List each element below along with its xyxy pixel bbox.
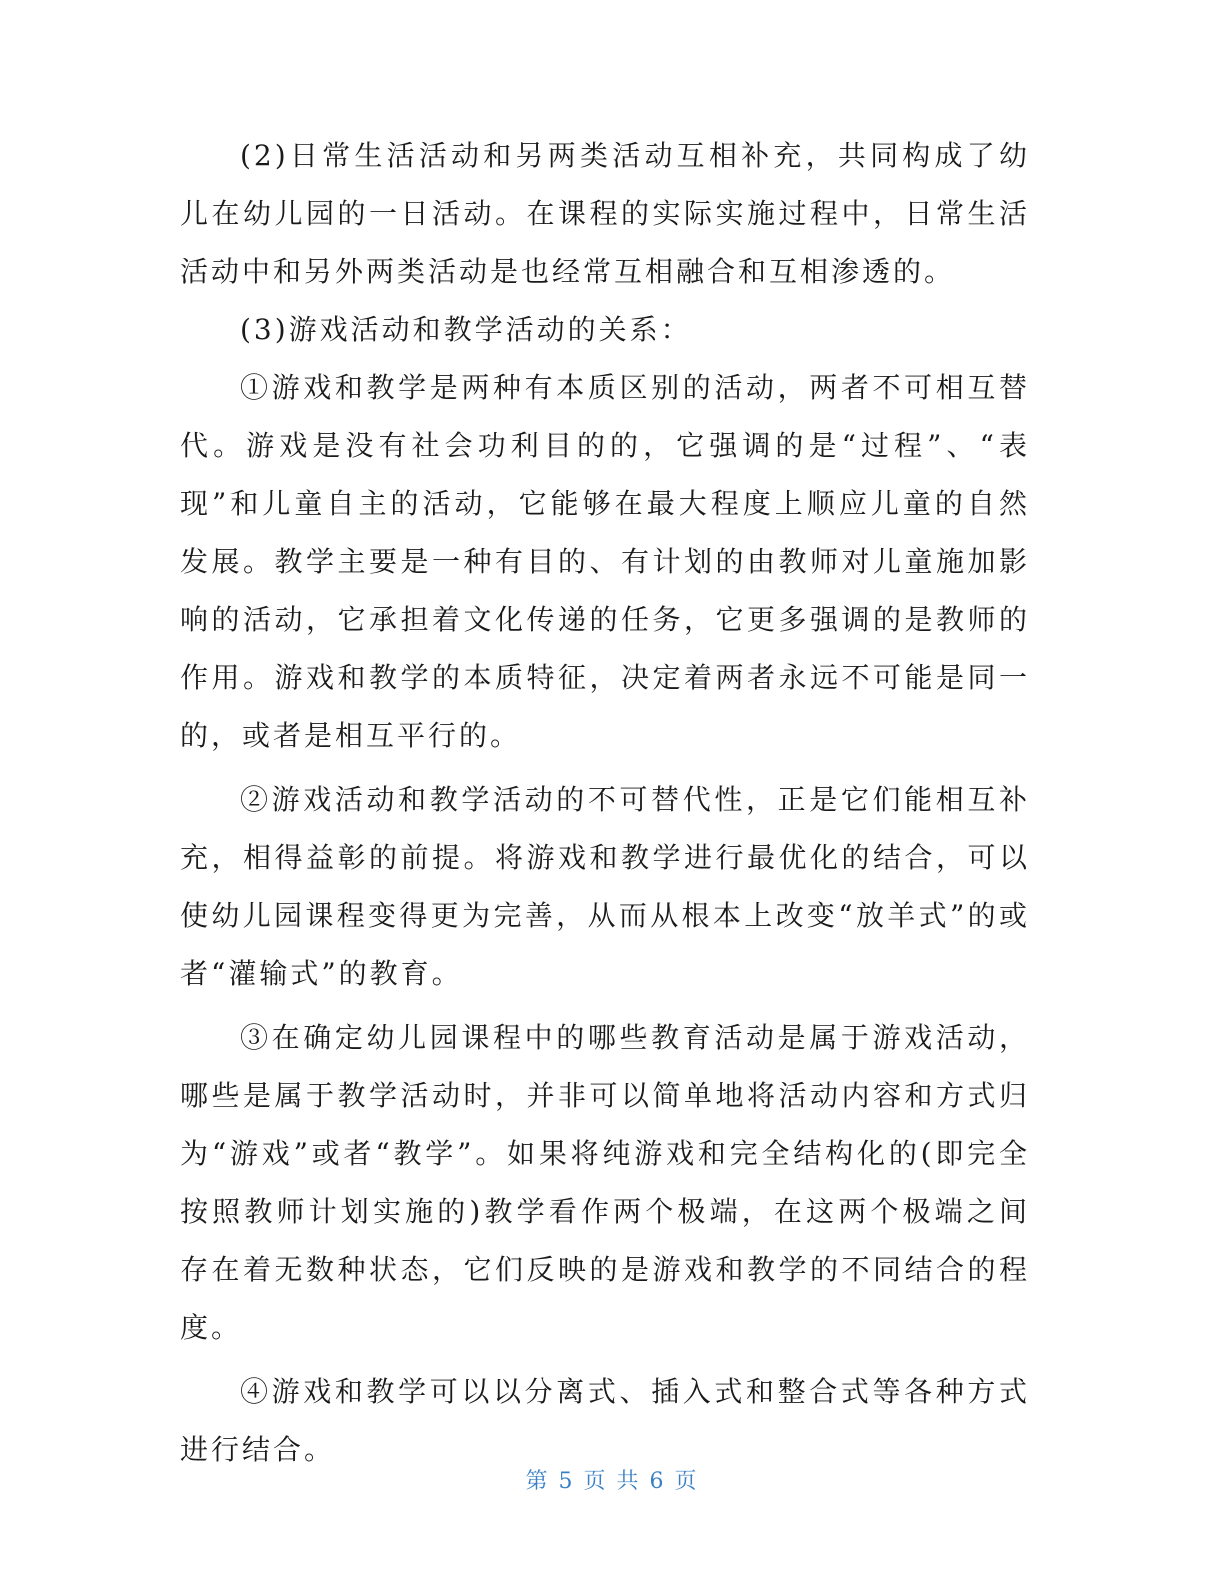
paragraph-relation-heading: (3)游戏活动和教学活动的关系：: [240, 313, 692, 346]
page-number-footer: 第 5 页 共 6 页: [525, 1469, 699, 1494]
paragraph-daily-life: (2)日常生活活动和另两类活动互相补充，共同构成了幼儿在幼儿园的一日活动。在课程的实际实施过程中，日常生活活动中和另外两类活动是也经常互相融合和互相渗透的。: [180, 139, 1030, 288]
paragraph-point-1: ①游戏和教学是两种有本质区别的活动，两者不可相互替代。游戏是没有社会功利目的的，它强调的是“过程”、“表现”和儿童自主的活动，它能够在最大程度上顺应儿童的自然发展。教学主要是一种有目的、有计划的由教师对儿童施加影响的活动，它承担着文化传递的任务，它更多强调的是教师的作用。游戏和教学的本质特征，决定着两者永远不可能是同一的，或者是相互平行的。: [180, 371, 1030, 752]
paragraph-point-2: ②游戏活动和教学活动的不可替代性，正是它们能相互补充，相得益彰的前提。将游戏和教学进行最优化的结合，可以使幼儿园课程变得更为完善，从而从根本上改变“放羊式”的或者“灌输式”的教育。: [180, 783, 1030, 990]
document-body: [180, 127, 1030, 1479]
paragraph-point-4: ④游戏和教学可以以分离式、插入式和整合式等各种方式进行结合。: [180, 1375, 1030, 1466]
paragraph-point-3: ③在确定幼儿园课程中的哪些教育活动是属于游戏活动，哪些是属于教学活动时，并非可以简单地将活动内容和方式归为“游戏”或者“教学”。如果将纯游戏和完全结构化的(即完全按照教师计划实施的)教学看作两个极端，在这两个极端之间存在着无数种状态，它们反映的是游戏和教学的不同结合的程度。: [180, 1021, 1030, 1344]
